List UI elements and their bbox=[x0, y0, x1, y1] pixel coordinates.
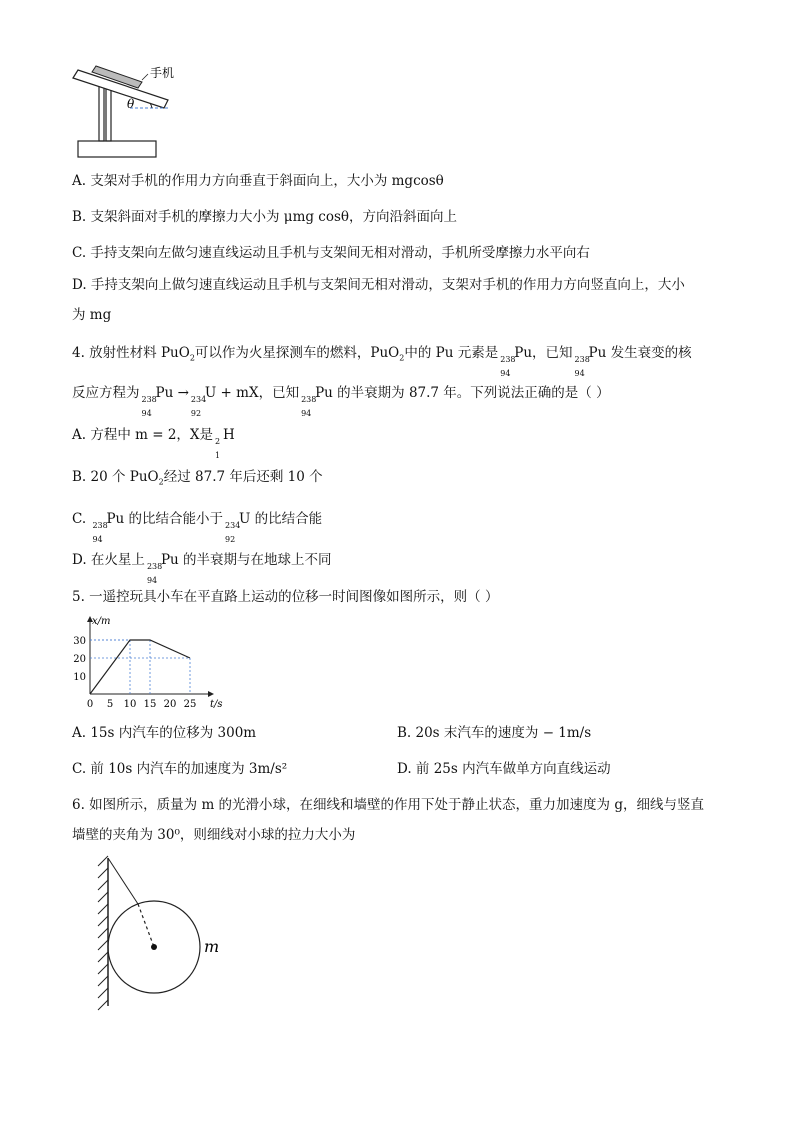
y-tick-label: 10 bbox=[73, 672, 86, 683]
q3-option-d-line1: D. 手持支架向上做匀速直线运动且手机与支架间无相对滑动，支架对手机的作用力方向竖直向上，大小 bbox=[72, 277, 685, 293]
q5-option-c: C. 前 10s 内汽车的加速度为 3m/s² bbox=[72, 761, 288, 777]
q5-option-b: B. 20s 末汽车的速度为 − 1m/s bbox=[397, 725, 592, 741]
q6-stem-line1: 6. 如图所示，质量为 m 的光滑小球，在细线和墙壁的作用下处于静止状态，重力加速度为 g，细线与竖直 bbox=[72, 797, 704, 813]
q6-stem-line2: 墙壁的夹角为 30⁰，则细线对小球的拉力大小为 bbox=[72, 827, 356, 843]
x-tick-label: 20 bbox=[163, 699, 177, 710]
x-axis-label: t/s bbox=[210, 699, 223, 710]
q5-option-a: A. 15s 内汽车的位移为 300m bbox=[72, 725, 257, 741]
x-tick-label: 5 bbox=[106, 699, 114, 710]
x-tick-label: 0 bbox=[86, 699, 94, 710]
q4-option-a: A. 方程中 m = 2，X是 2 1 H bbox=[72, 427, 235, 460]
phone-stand-figure bbox=[70, 62, 190, 162]
q3-option-a: A. 支架对手机的作用力方向垂直于斜面向上，大小为 mgcosθ bbox=[72, 173, 444, 189]
ball-wall-figure bbox=[90, 852, 250, 1012]
mass-label: m bbox=[204, 937, 220, 956]
phone-label: 手机 bbox=[150, 66, 175, 80]
q4-option-d: D. 在火星上 238 94 Pu 的半衰期与在地球上不同 bbox=[72, 552, 332, 585]
q5-option-d: D. 前 25s 内汽车做单方向直线运动 bbox=[397, 761, 611, 777]
x-tick-label: 25 bbox=[183, 699, 197, 710]
q3-option-d-line2: 为 mg bbox=[72, 307, 112, 323]
series-line bbox=[90, 640, 190, 694]
x-axis-arrow bbox=[208, 691, 214, 697]
q3-option-b: B. 支架斜面对手机的摩擦力大小为 μmg cosθ，方向沿斜面向上 bbox=[72, 209, 458, 225]
theta-label: θ bbox=[127, 97, 135, 111]
q4-option-c: C. 238 94 Pu 的比结合能小于 234 92 U 的比结合能 bbox=[72, 511, 323, 544]
y-tick-label: 20 bbox=[73, 654, 86, 665]
q4-stem-line2: 反应方程为 238 94 Pu → 234 92 U + mX，已知 238 94 Pu 的半衰期为 87.7 年。下列说法正确的是（ ） bbox=[72, 385, 610, 418]
q5-stem: 5. 一遥控玩具小车在平直路上运动的位移一时间图像如图所示，则（ ） bbox=[72, 589, 499, 605]
x-tick-label: 10 bbox=[123, 699, 137, 710]
q4-option-b: B. 20 个 PuO$_2$经过 87.7 年后还剩 10 个 bbox=[72, 469, 323, 487]
y-tick-label: 30 bbox=[73, 636, 86, 647]
q5-xt-chart bbox=[70, 614, 230, 714]
x-tick-label: 15 bbox=[143, 699, 157, 710]
y-axis-label: x/m bbox=[92, 616, 111, 627]
q4-stem-line1: 4. 放射性材料 PuO$_2$可以作为火星探测车的燃料，PuO$_2$中的 Pu 元素是 238 94 Pu，已知 238 94 Pu 发生衰变的核 bbox=[72, 345, 692, 378]
q3-option-c: C. 手持支架向左做匀速直线运动且手机与支架间无相对滑动，手机所受摩擦力水平向右 bbox=[72, 245, 590, 261]
